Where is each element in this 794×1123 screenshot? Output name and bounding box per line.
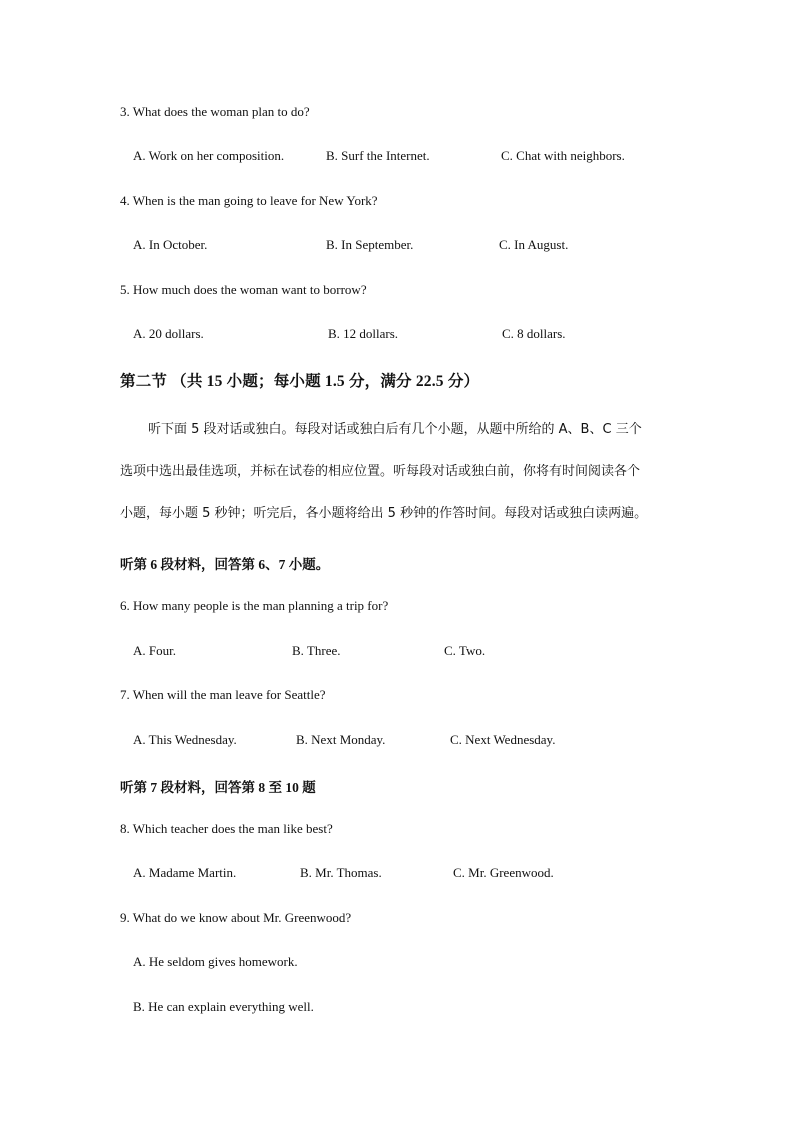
subsection-heading: 听第 7 段材料，回答第 8 至 10 题 xyxy=(120,780,316,795)
option-a: A. Madame Martin. xyxy=(133,865,237,880)
option-b: B. Mr. Thomas. xyxy=(300,865,382,880)
option-b: B. He can explain everything well. xyxy=(133,999,314,1014)
option-b: B. 12 dollars. xyxy=(328,326,399,341)
option-a: A. Four. xyxy=(133,643,176,658)
question-8-stem: 8. Which teacher does the man like best? xyxy=(120,821,333,836)
question-9-option-b-row xyxy=(133,999,753,1017)
option-c: C. Mr. Greenwood. xyxy=(453,865,554,880)
option-b: B. In September. xyxy=(326,237,414,252)
subsection-heading: 听第 6 段材料，回答第 6、7 小题。 xyxy=(120,557,330,572)
question-6-stem: 6. How many people is the man planning a trip for? xyxy=(120,598,389,613)
option-c: C. 8 dollars. xyxy=(502,326,566,341)
question-9-stem: 9. What do we know about Mr. Greenwood? xyxy=(120,910,352,925)
question-4-options xyxy=(133,237,753,255)
question-3-options xyxy=(133,148,753,166)
option-a: A. He seldom gives homework. xyxy=(133,954,298,969)
option-c: C. Chat with neighbors. xyxy=(501,148,625,163)
option-b: B. Surf the Internet. xyxy=(326,148,430,163)
question-5-options xyxy=(133,326,753,344)
question-8-options xyxy=(133,865,753,883)
question-7-stem: 7. When will the man leave for Seattle? xyxy=(120,687,326,702)
question-9-option-a-row xyxy=(133,954,753,972)
option-c: C. Next Wednesday. xyxy=(450,732,556,747)
option-a: A. In October. xyxy=(133,237,208,252)
question-7-options xyxy=(133,732,753,750)
option-c: C. In August. xyxy=(499,237,569,252)
option-a: A. Work on her composition. xyxy=(133,148,285,163)
question-3-stem: 3. What does the woman plan to do? xyxy=(120,104,310,119)
question-6-options xyxy=(133,643,753,661)
option-a: A. 20 dollars. xyxy=(133,326,204,341)
option-b: B. Next Monday. xyxy=(296,732,386,747)
option-c: C. Two. xyxy=(444,643,486,658)
question-4-stem: 4. When is the man going to leave for New York? xyxy=(120,193,378,208)
section-title: 第二节 （共 15 小题；每小题 1.5 分，满分 22.5 分） xyxy=(120,373,480,390)
instruction-line-3: 小题，每小题 5 秒钟；听完后，各小题将给出 5 秒钟的作答时间。每段对话或独白读两遍。 xyxy=(120,506,648,521)
instruction-line-2: 选项中选出最佳选项，并标在试卷的相应位置。听每段对话或独白前，你将有时间阅读各个 xyxy=(120,464,641,479)
question-5-stem: 5. How much does the woman want to borrow? xyxy=(120,282,367,297)
option-a: A. This Wednesday. xyxy=(133,732,237,747)
instruction-line-1: 听下面 5 段对话或独白。每段对话或独白后有几个小题，从题中所给的 A、B、C 三个 xyxy=(148,422,642,437)
option-b: B. Three. xyxy=(292,643,341,658)
